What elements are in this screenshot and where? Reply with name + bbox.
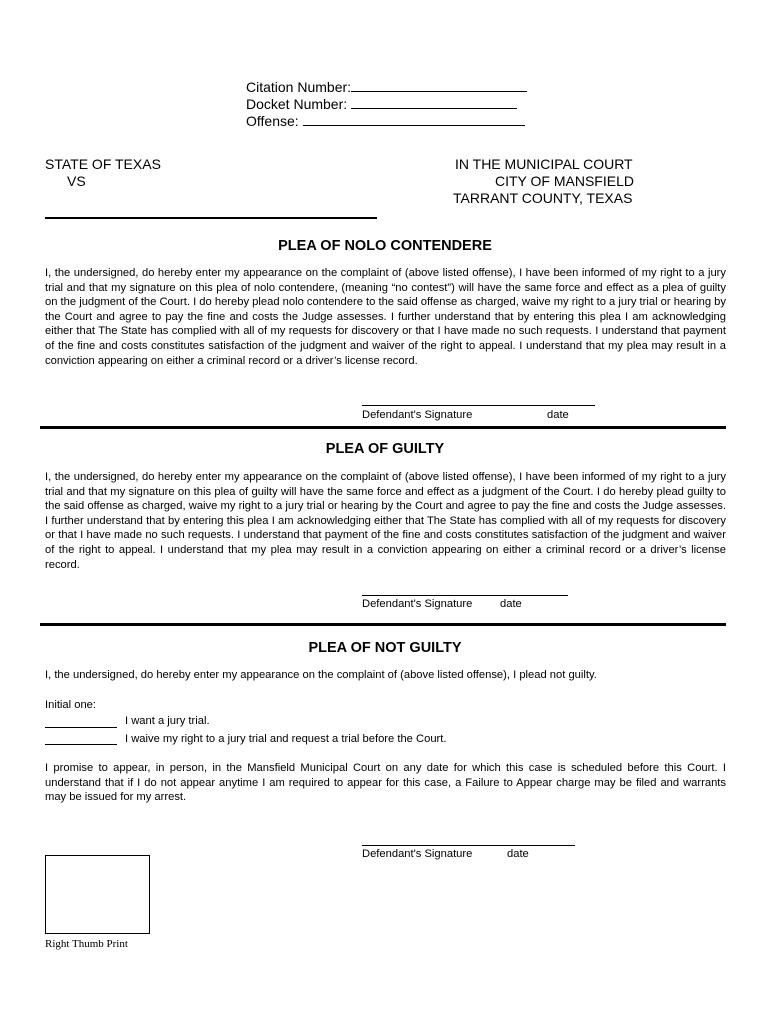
- nolo-signature-label: Defendant's Signature: [362, 409, 473, 421]
- not-guilty-body: I, the undersigned, do hereby enter my appearance on the complaint of (above listed offense), I plead not guilty.: [45, 669, 597, 681]
- citation-number-field[interactable]: [246, 78, 527, 96]
- nolo-signature-line[interactable]: [362, 405, 595, 406]
- nolo-contendere-title: PLEA OF NOLO CONTENDERE: [278, 238, 492, 254]
- guilty-signature-label: Defendant's Signature: [362, 598, 473, 610]
- guilty-body: I, the undersigned, do hereby enter my appearance on the complaint of (above listed offense), I have been informed of my right to a jury trial and that my signature on this plea of guilty will have the same force and effect as a judgment of the Court. I do hereby plead guilty to the said offense as charged, waive my right to a jury trial or hearing by the Court and agree to pay the fine and costs the Judge assesses. I further understand that by entering this plea I am acknowledging either that The State has complied with all of my requests for discovery or that I have made no such requests. I understand that payment of the fine and costs constitutes satisfaction of the judgment and waiver of the right to appeal. I understand that my plea may result in a conviction appearing on either a criminal record or a driver’s license record.: [45, 471, 726, 571]
- bench-trial-initial-blank[interactable]: [45, 744, 117, 745]
- court-county: TARRANT COUNTY, TEXAS: [453, 190, 633, 206]
- nolo-date-label: date: [547, 409, 569, 421]
- thumb-print-label: Right Thumb Print: [45, 938, 128, 950]
- court-city: CITY OF MANSFIELD: [495, 173, 634, 189]
- bench-trial-option: I waive my right to a jury trial and request a trial before the Court.: [125, 733, 447, 745]
- citation-number-label: Citation Number:: [246, 79, 352, 95]
- nolo-contendere-body: I, the undersigned, do hereby enter my appearance on the complaint of (above listed offense), I have been informed of my right to a jury trial and that my signature on this plea of nolo contendere, (meaning “no contest”) will have the same force and effect as a plea of guilty on the judgment of the Court. I do hereby plead nolo contendere to the said offense as charged, waive my right to a jury trial or hearing by the Court and agree to pay the fine and costs the Judge assesses. I further understand that by entering this plea I am acknowledging either that The State has complied with all of my requests for discovery or that I have made no such requests. I understand that payment of the fine and costs constitutes satisfaction of the judgment and waiver of the right to appeal. I understand that my plea may result in a conviction appearing on either a criminal record or a driver’s license record.: [45, 267, 726, 367]
- jury-trial-initial-blank[interactable]: [45, 727, 117, 728]
- defendant-name-line[interactable]: [45, 217, 377, 219]
- state-of-texas: STATE OF TEXAS: [45, 156, 161, 172]
- offense-field[interactable]: [246, 112, 525, 130]
- jury-trial-option: I want a jury trial.: [125, 715, 210, 727]
- court-name: IN THE MUNICIPAL COURT: [455, 156, 633, 172]
- guilty-signature-line[interactable]: [362, 595, 568, 596]
- not-guilty-title: PLEA OF NOT GUILTY: [308, 640, 462, 656]
- not-guilty-signature-label: Defendant's Signature: [362, 848, 473, 860]
- initial-one-label: Initial one:: [45, 699, 96, 711]
- section-divider: [40, 426, 726, 429]
- guilty-date-label: date: [500, 598, 522, 610]
- offense-label: Offense:: [246, 113, 299, 129]
- docket-number-field[interactable]: [246, 95, 517, 113]
- guilty-title: PLEA OF GUILTY: [325, 441, 445, 457]
- docket-number-label: Docket Number:: [246, 96, 348, 112]
- versus-label: VS: [67, 173, 86, 189]
- not-guilty-date-label: date: [507, 848, 529, 860]
- not-guilty-signature-line[interactable]: [362, 845, 575, 846]
- offense-blank[interactable]: [303, 112, 525, 126]
- docket-number-blank[interactable]: [351, 95, 517, 109]
- appearance-promise: I promise to appear, in person, in the Mansfield Municipal Court on any date for which this case is scheduled before this Court. I understand that if I do not appear anytime I am required to appear for this case, a Failure to Appear charge may be filed and warrants may be issued for my arrest.: [45, 762, 726, 804]
- citation-number-blank[interactable]: [351, 78, 527, 92]
- thumb-print-box[interactable]: [45, 855, 150, 934]
- section-divider: [40, 623, 726, 626]
